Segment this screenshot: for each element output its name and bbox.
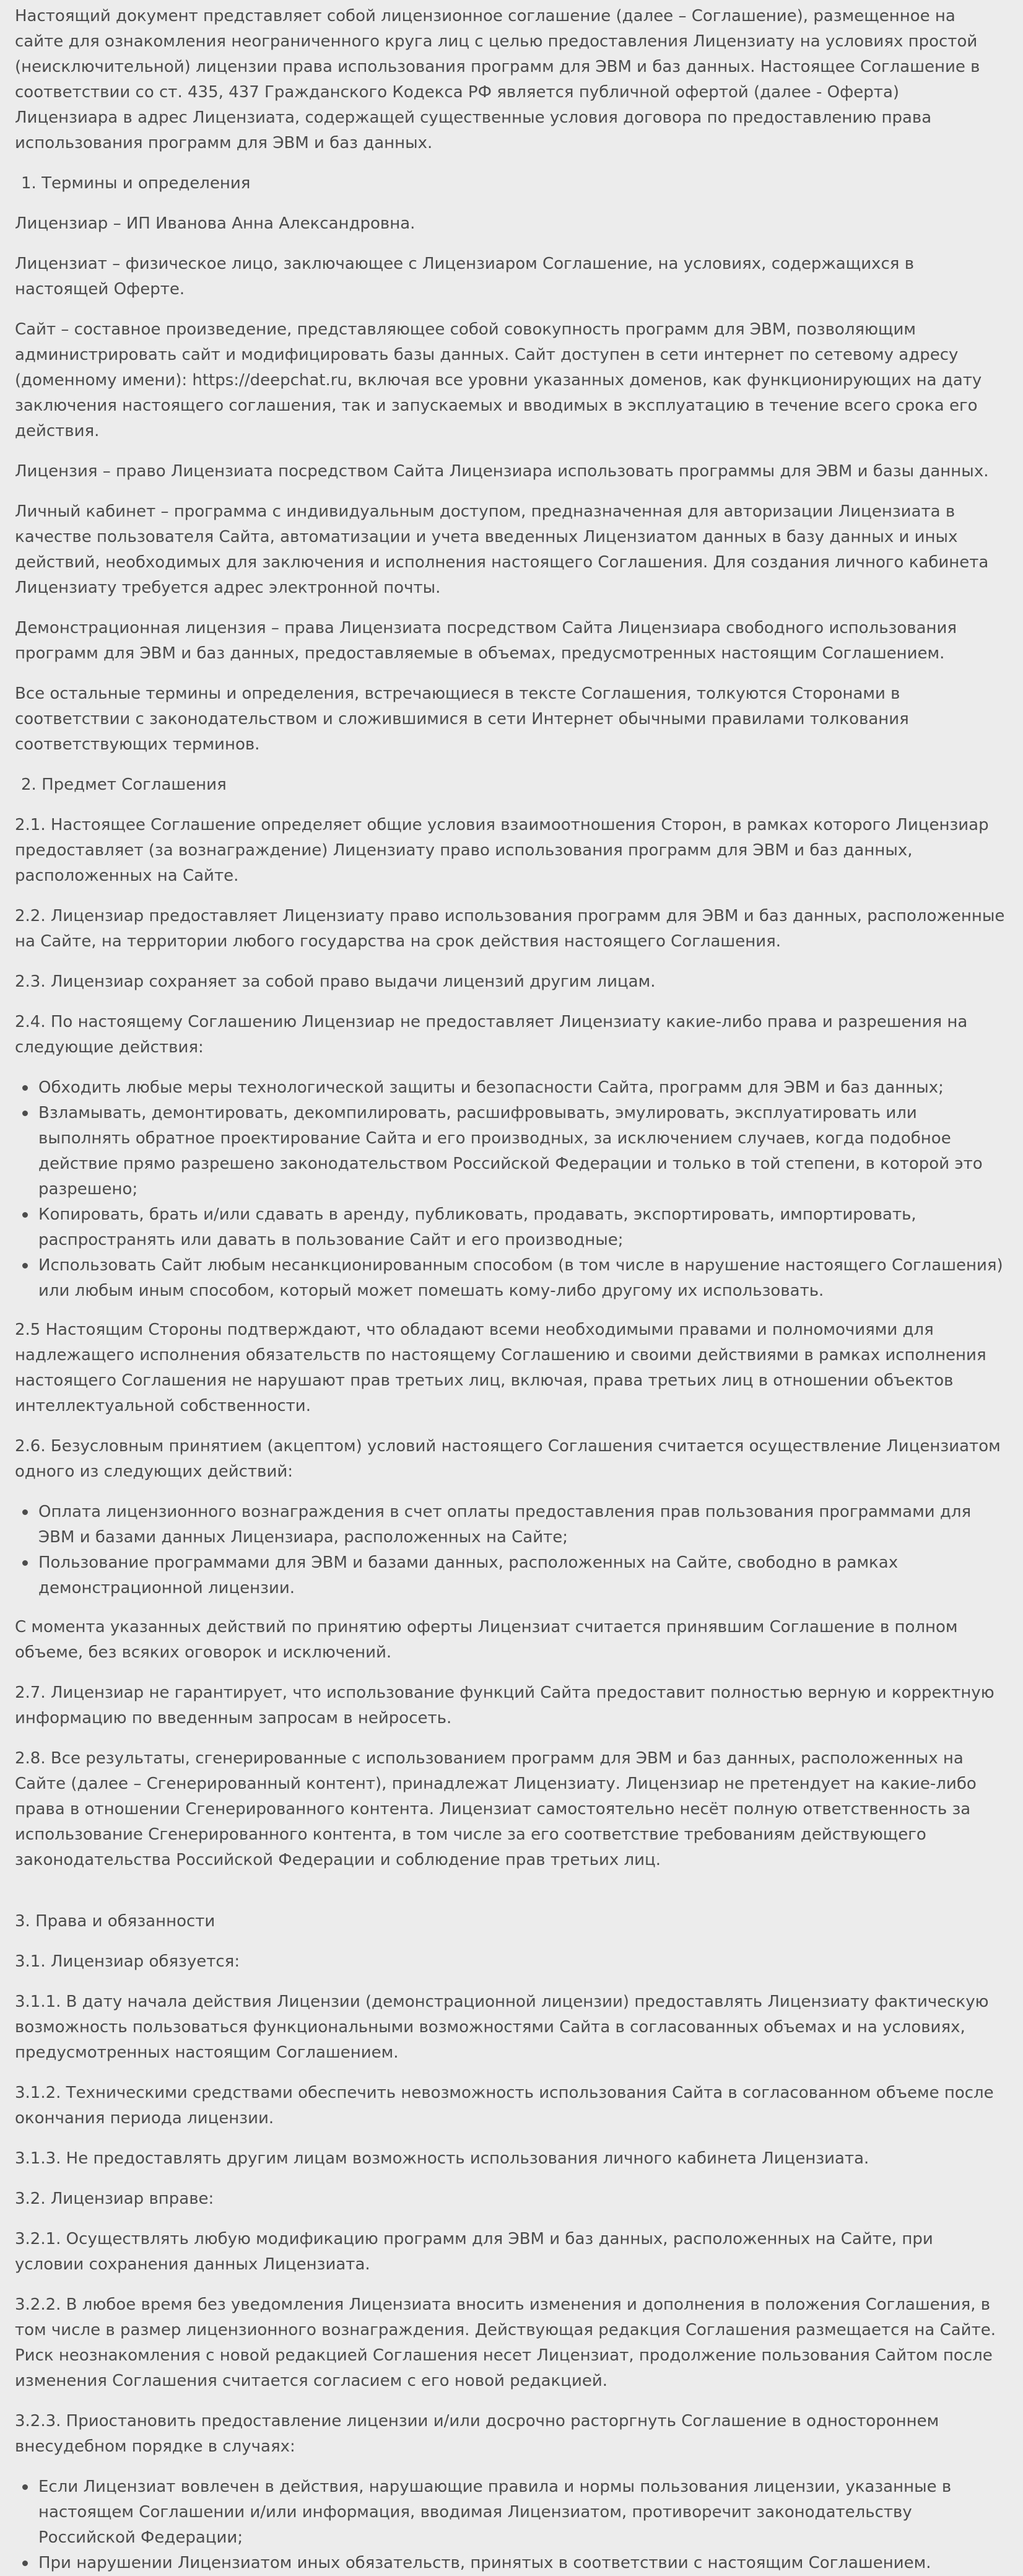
section-2-title: 2. Предмет Соглашения [21,775,227,794]
clause-2-6: 2.6. Безусловным принятием (акцептом) условий настоящего Соглашения считается осуществление Лицензиатом одного из следующих действий: [15,1437,1001,1481]
term-demo-license: Демонстрационная лицензия – права Лицензиата посредством Сайта Лицензиара свободного использования программ для ЭВМ и баз данных, предоставляемые в объемах, предусмотренных настоящим Соглашением. [15,619,957,663]
list-item: Использовать Сайт любым несанкционированным способом (в том числе в нарушение настоящего Соглашения) или любым иным способом, который может помешать кому-либо другому их использовать. [38,1253,1006,1304]
clause-2-4: 2.4. По настоящему Соглашению Лицензиар не предоставляет Лицензиату какие-либо права и разрешения на следующие действия: [15,1013,968,1057]
list-item: Взламывать, демонтировать, декомпилировать, расшифровывать, эмулировать, эксплуатировать или выполнять обратное проектирование Сайта и его производных, за исключением случаев, когда подобное действие прямо разрешено законодательством Российской Федерации и только в той степени, в которой это разрешено; [38,1101,1006,1202]
clause-3-1-1: 3.1.1. В дату начала действия Лицензии (демонстрационной лицензии) предоставлять Лицензиату фактическую возможность пользоваться функциональными возможностями Сайта в согласованных объемах и на условиях, предусмотренных настоящим Соглашением. [15,1993,989,2062]
list-item: Оплата лицензионного вознаграждения в счет оплаты предоставления прав пользования программами для ЭВМ и базами данных Лицензиара, расположенных на Сайте; [38,1500,1006,1550]
clause-3-2-3-list [15,2474,1006,2576]
clause-3-1: 3.1. Лицензиар обязуется: [15,1952,240,1971]
clause-2-6-list [15,1500,1006,1601]
clause-2-1: 2.1. Настоящее Соглашение определяет общие условия взаимоотношения Сторон, в рамках которого Лицензиар предоставляет (за вознаграждение) Лицензиату право использования программ для ЭВМ и баз данных, расположенных на Сайте. [15,816,989,885]
term-license: Лицензия – право Лицензиата посредством Сайта Лицензиара использовать программы для ЭВМ и базы данных. [15,462,989,481]
intro-paragraph: Настоящий документ представляет собой лицензионное соглашение (далее – Соглашение), размещенное на сайте для ознакомления неограниченного круга лиц с целью предоставления Лицензиату на условиях простой (неисключительной) лицензии права использования программ для ЭВМ и баз данных. Настоящее Соглашение в соответствии со ст. 435, 437 Гражданского Кодекса РФ является публичной офертой (далее - Оферта) Лицензиара в адрес Лицензиата, содержащей существенные условия договора по предоставлению права использования программ для ЭВМ и баз данных. [15,7,980,152]
clause-3-1-2: 3.1.2. Техническими средствами обеспечить невозможность использования Сайта в согласованном объеме после окончания периода лицензии. [15,2084,994,2128]
license-agreement-document [15,4,1006,2576]
term-site: Сайт – составное произведение, представляющее собой совокупность программ для ЭВМ, позволяющим администрировать сайт и модифицировать базы данных. Сайт доступен в сети интернет по сетевому адресу (доменному имени): https://deepchat.ru, включая все уровни указанных доменов, как функционирующих на дату заключения настоящего соглашения, так и запускаемых и вводимых в эксплуатацию в течение всего срока его действия. [15,320,982,440]
term-personal-account: Личный кабинет – программа с индивидуальным доступом, предназначенная для авторизации Лицензиата в качестве пользователя Сайта, автоматизации и учета введенных Лицензиатом данных в базу данных и иных действий, необходимых для заключения и исполнения настоящего Соглашения. Для создания личного кабинета Лицензиату требуется адрес электронной почты. [15,502,989,597]
clause-3-2-3: 3.2.3. Приостановить предоставление лицензии и/или досрочно расторгнуть Соглашение в одностороннем внесудебном порядке в случаях: [15,2412,939,2456]
term-other: Все остальные термины и определения, встречающиеся в тексте Соглашения, толкуются Сторонами в соответствии с законодательством и сложившимися в сети Интернет обычными правилами толкования соответствующих терминов. [15,684,909,754]
list-item: Копировать, брать и/или сдавать в аренду, публиковать, продавать, экспортировать, импортировать, распространять или давать в пользование Сайт и его производные; [38,1202,1006,1253]
list-item: Пользование программами для ЭВМ и базами данных, расположенных на Сайте, свободно в рамках демонстрационной лицензии. [38,1550,1006,1601]
clause-2-6-acceptance: С момента указанных действий по принятию оферты Лицензиат считается принявшим Соглашение в полном объеме, без всяких оговорок и исключений. [15,1618,958,1662]
clause-2-5: 2.5 Настоящим Стороны подтверждают, что обладают всеми необходимыми правами и полномочиями для надлежащего исполнения обязательств по настоящему Соглашению и своими действиями в рамках исполнения настоящего Соглашения не нарушают прав третьих лиц, включая, права третьих лиц в отношении объектов интеллектуальной собственности. [15,1321,986,1415]
clause-2-7: 2.7. Лицензиар не гарантирует, что использование функций Сайта предоставит полностью верную и корректную информацию по введенным запросам в нейросеть. [15,1683,995,1727]
clause-2-2: 2.2. Лицензиар предоставляет Лицензиату право использования программ для ЭВМ и баз данных, расположенные на Сайте, на территории любого государства на срок действия настоящего Соглашения. [15,907,1005,951]
list-item: При нарушении Лицензиатом иных обязательств, принятых в соответствии с настоящим Соглашением. [38,2551,1006,2576]
list-item: Обходить любые меры технологической защиты и безопасности Сайта, программ для ЭВМ и баз данных; [38,1075,1006,1101]
clause-2-3: 2.3. Лицензиар сохраняет за собой право выдачи лицензий другим лицам. [15,972,656,991]
clause-3-2-1: 3.2.1. Осуществлять любую модификацию программ для ЭВМ и баз данных, расположенных на Сайте, при условии сохранения данных Лицензиата. [15,2230,933,2274]
clause-3-2: 3.2. Лицензиар вправе: [15,2190,214,2208]
clause-2-4-list [15,1075,1006,1304]
clause-2-8: 2.8. Все результаты, сгенерированные с использованием программ для ЭВМ и баз данных, расположенных на Сайте (далее – Сгенерированный контент), принадлежат Лицензиату. Лицензиар не претендует на какие-либо права в отношении Сгенерированного контента. Лицензиат самостоятельно несёт полную ответственность за использование Сгенерированного контента, в том числе за его соответствие требованиям действующего законодательства Российской Федерации и соблюдение прав третьих лиц. [15,1749,977,1869]
term-licensee: Лицензиат – физическое лицо, заключающее с Лицензиаром Соглашение, на условиях, содержащихся в настоящей Оферте. [15,255,915,299]
clause-3-2-2: 3.2.2. В любое время без уведомления Лицензиата вносить изменения и дополнения в положения Соглашения, в том числе в размер лицензионного вознаграждения. Действующая редакция Соглашения размещается на Сайте. Риск неознакомления с новой редакцией Соглашения несет Лицензиат, продолжение пользования Сайтом после изменения Соглашения считается согласием с его новой редакцией. [15,2295,996,2390]
clause-3-1-3: 3.1.3. Не предоставлять другим лицам возможность использования личного кабинета Лицензиата. [15,2149,869,2168]
section-3-title: 3. Права и обязанности [15,1912,215,1931]
list-item: Если Лицензиат вовлечен в действия, нарушающие правила и нормы пользования лицензии, указанные в настоящем Соглашении и/или информация, вводимая Лицензиатом, противоречит законодательству Российской Федерации; [38,2474,1006,2551]
section-1-title: 1. Термины и определения [21,174,251,193]
term-licensor: Лицензиар – ИП Иванова Анна Александровна. [15,214,416,233]
